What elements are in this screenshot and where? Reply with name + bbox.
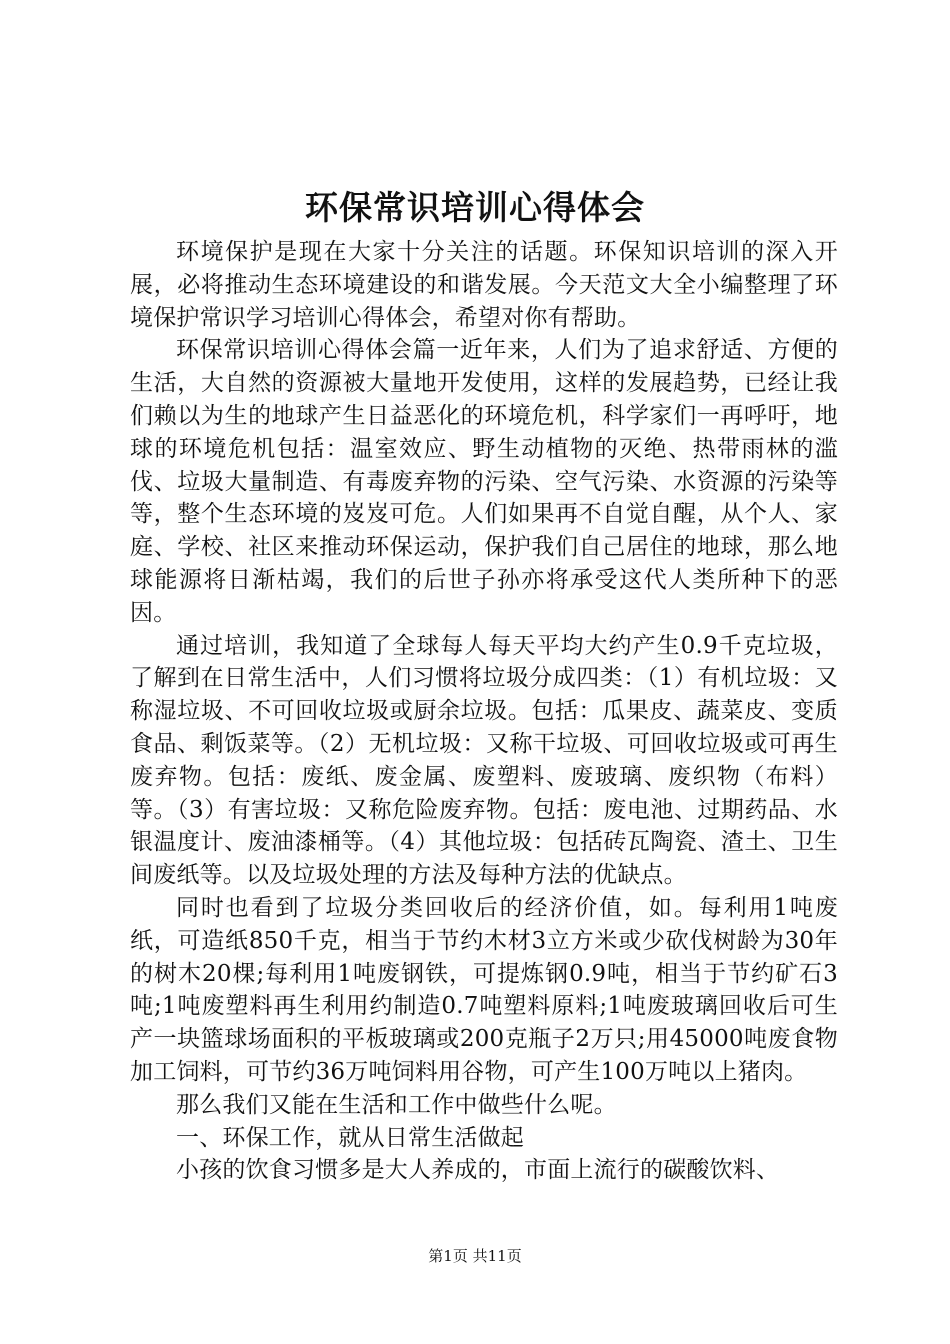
paragraph-intro: 环境保护是现在大家十分关注的话题。环保知识培训的深入开展，必将推动生态环境建设的和谐发展。今天范文大全小编整理了环境保护常识学习培训心得体会，希望对你有帮助。 xyxy=(130,239,838,331)
document-body xyxy=(130,236,838,1187)
paragraph-environment-crisis: 环保常识培训心得体会篇一近年来，人们为了追求舒适、方便的生活，大自然的资源被大量地开发使用，这样的发展趋势，已经让我们赖以为生的地球产生日益恶化的环境危机，科学家们一再呼吁，地球的环境危机包括：温室效应、野生动植物的灭绝、热带雨林的滥伐、垃圾大量制造、有毒废弃物的污染、空气污染、水资源的污染等等，整个生态环境的岌岌可危。人们如果再不自觉自醒，从个人、家庭、学校、社区来推动环保运动，保护我们自己居住的地球，那么地球能源将日渐枯竭，我们的后世子孙亦将承受这代人类所种下的恶因。 xyxy=(130,337,838,626)
page-number-footer: 第1页 共11页 xyxy=(428,1247,522,1265)
paragraph-waste-categories: 通过培训，我知道了全球每人每天平均大约产生0.9千克垃圾，了解到在日常生活中，人们习惯将垃圾分成四类：（1）有机垃圾：又称湿垃圾、不可回收垃圾或厨余垃圾。包括：瓜果皮、蔬菜皮、变质食品、剩饭菜等。（2）无机垃圾：又称干垃圾、可回收垃圾或可再生废弃物。包括：废纸、废金属、废塑料、废玻璃、废织物（布料）等。（3）有害垃圾：又称危险废弃物。包括：废电池、过期药品、水银温度计、废油漆桶等。（4）其他垃圾：包括砖瓦陶瓷、渣土、卫生间废纸等。以及垃圾处理的方法及每种方法的优缺点。 xyxy=(130,632,838,889)
section-heading-daily-life: 一、环保工作，就从日常生活做起 xyxy=(176,1124,524,1151)
paragraph-children-habits: 小孩的饮食习惯多是大人养成的，市面上流行的碳酸饮料、 xyxy=(176,1157,780,1184)
document-title: 环保常识培训心得体会 xyxy=(305,188,645,227)
paragraph-question: 那么我们又能在生活和工作中做些什么呢。 xyxy=(176,1091,617,1118)
paragraph-recycling-value: 同时也看到了垃圾分类回收后的经济价值，如。每利用1吨废纸，可造纸850千克，相当于节约木材3立方米或少砍伐树龄为30年的树木20棵;每利用1吨废钢铁，可提炼钢0.9吨，相当于节约矿石3吨;1吨废塑料再生利用约制造0.7吨塑料原料;1吨废玻璃回收后可生产一块篮球场面积的平板玻璃或200克瓶子2万只;用45000吨废食物加工饲料，可节约36万吨饲料用谷物，可产生100万吨以上猪肉。 xyxy=(130,894,838,1085)
